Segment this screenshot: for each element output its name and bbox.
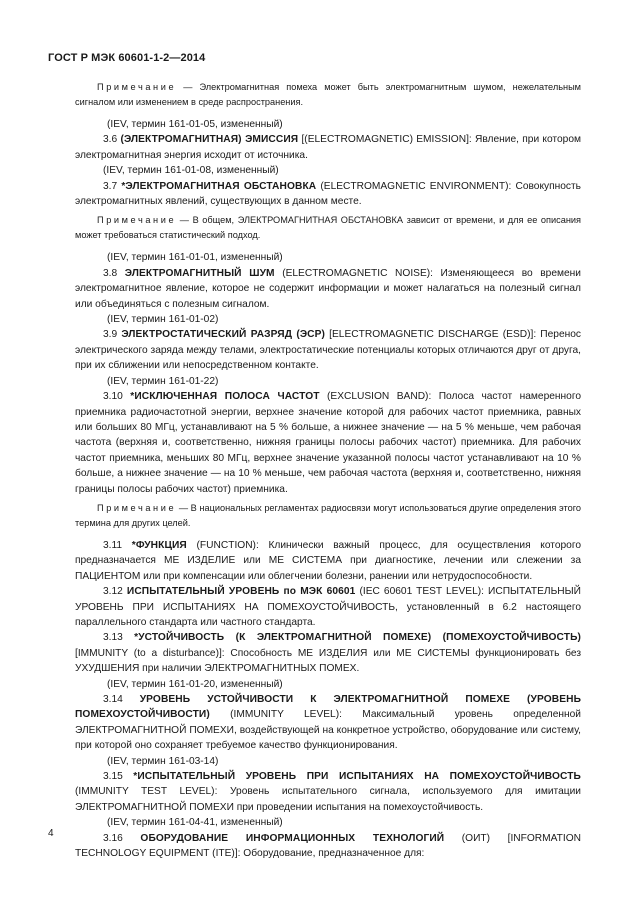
term-3-15: 3.15 *ИСПЫТАТЕЛЬНЫЙ УРОВЕНЬ ПРИ ИСПЫТАНИЯХ НА ПОМЕХОУСТОЙЧИВОСТЬ (IMMUNITY TEST LEVEL): Уровень испытательного сигнала, используемого для имитации ЭЛЕКТРОМАГНИТНОЙ ПОМЕХИ при проведении испытания на помехоустойчивость. <box>75 771 581 813</box>
source-ref: (IEV, термин 161-03-14) <box>107 755 219 767</box>
note-1: Примечание — Электромагнитная помеха может быть электромагнитным шумом, нежелательным сигналом или изменением в среде распространения. <box>75 82 581 107</box>
term-3-9: 3.9 ЭЛЕКТРОСТАТИЧЕСКИЙ РАЗРЯД (ЭСР) [ELECTROMAGNETIC DISCHARGE (ESD)]: Перенос электрического заряда между телами, электростатические потенциалы которых отличаются друг от друга, при их сближении или непосредственном контакте. <box>75 329 582 372</box>
source-ref: (IEV, термин 161-04-41, измененный) <box>107 817 283 829</box>
term-3-8: 3.8 ЭЛЕКТРОМАГНИТНЫЙ ШУМ (ELECTROMAGNETIC NOISE): Изменяющееся во времени электромагнитное явление, которое не содержит информации и может налагаться на полезный сигнал или объединяться с полезным сигналом. <box>75 267 581 310</box>
note-label: Примечание <box>97 82 177 92</box>
term-3-12: 3.12 ИСПЫТАТЕЛЬНЫЙ УРОВЕНЬ по МЭК 60601 (IEC 60601 TEST LEVEL): ИСПЫТАТЕЛЬНЫЙ УРОВЕНЬ ПРИ ИСПЫТАНИЯХ НА ПОМЕХОУСТОЙЧИВОСТЬ, установленный в 6.2 настоящего параллельного стандарта или частного стандарта. <box>75 586 581 628</box>
term-3-11: 3.11 *ФУНКЦИЯ (FUNCTION): Клинически важный процесс, для осуществления которого предназначается МЕ ИЗДЕЛИЕ или МЕ СИСТЕМА при диагностике, лечении или слежении за ПАЦИЕНТОМ или при компенсации или облегчении болезни, ранении или нетрудоспособности. <box>75 539 581 582</box>
note-2: Примечание — В общем, ЭЛЕКТРОМАГНИТНАЯ ОБСТАНОВКА зависит от времени, и для ее описания может требоваться статистический подход. <box>75 215 581 241</box>
page-number: 4 <box>48 828 54 839</box>
term-3-7: 3.7 *ЭЛЕКТРОМАГНИТНАЯ ОБСТАНОВКА (ELECTROMAGNETIC ENVIRONMENT): Совокупность электромагнитных явлений, существующих в данном месте. <box>75 180 581 208</box>
source-ref: (IEV, термин 161-01-22) <box>107 375 219 387</box>
source-ref: (IEV, термин 161-01-05, измененный) <box>107 119 283 130</box>
term-3-10: 3.10 *ИСКЛЮЧЕННАЯ ПОЛОСА ЧАСТОТ (EXCLUSION BAND): Полоса частот намеренного приемника радиочастотной энергии, верхнее значение которой для рабочих частот приемника, равных или больших 80 МГц, устанавливают на 5 % больше, а нижнее значение — на 5 % меньше, чем рабочая частота (верхняя и, соответственно, нижняя границы полосы рабочих частот) приемника. Для рабочих частот приемника, меньших 80 МГц, верхнее значение указанной полосы частот устанавливают на 10 % больше, а нижнее значение — на 10 % меньше, чем рабочая частота (верхняя и, соответственно, нижняя границы полосы рабочих частот) приемника. <box>75 391 581 495</box>
note-3: Примечание — В национальных регламентах радиосвязи могут использоваться другие определения этого термина для других целей. <box>75 502 581 528</box>
term-3-6: 3.6 (ЭЛЕКТРОМАГНИТНАЯ) ЭМИССИЯ [(ELECTROMAGNETIC) EMISSION]: Явление, при котором электромагнитная энергия исходит от источника. <box>75 134 581 161</box>
term-3-16: 3.16 ОБОРУДОВАНИЕ ИНФОРМАЦИОННЫХ ТЕХНОЛОГИЙ (ОИТ) [INFORMATION TECHNOLOGY EQUIPMENT (ITE)]: Оборудование, предназначенное для: <box>75 832 581 860</box>
term-3-13: 3.13 *УСТОЙЧИВОСТЬ (К ЭЛЕКТРОМАГНИТНОЙ ПОМЕХЕ) (ПОМЕХОУСТОЙЧИВОСТЬ) [IMMUNITY (to a disturbance)]: Способность МЕ ИЗДЕЛИЯ или МЕ СИСТЕМЫ функционировать без УХУДШЕНИЯ при наличии ЭЛЕКТРОМАГНИТНЫХ ПОМЕХ. <box>75 632 581 675</box>
document-header: ГОСТ Р МЭК 60601-1-2—2014 <box>48 52 206 64</box>
document-body <box>75 80 581 861</box>
source-ref: (IEV, термин 161-01-08, измененный) <box>103 165 279 177</box>
term-3-14: 3.14 УРОВЕНЬ УСТОЙЧИВОСТИ К ЭЛЕКТРОМАГНИТНОЙ ПОМЕХЕ (УРОВЕНЬ ПОМЕХОУСТОЙЧИВОСТИ) (IMMUNITY LEVEL): Максимальный уровень определенной ЭЛЕКТРОМАГНИТНОЙ ПОМЕХИ, воздействующей на конкретное устройство, оборудование или систему, при которой оно сохраняет требуемое качество функционирования. <box>75 694 581 752</box>
source-ref: (IEV, термин 161-01-02) <box>107 314 219 326</box>
source-ref: (IEV, термин 161-01-01, измененный) <box>107 252 283 264</box>
source-ref: (IEV, термин 161-01-20, измененный) <box>107 678 283 690</box>
